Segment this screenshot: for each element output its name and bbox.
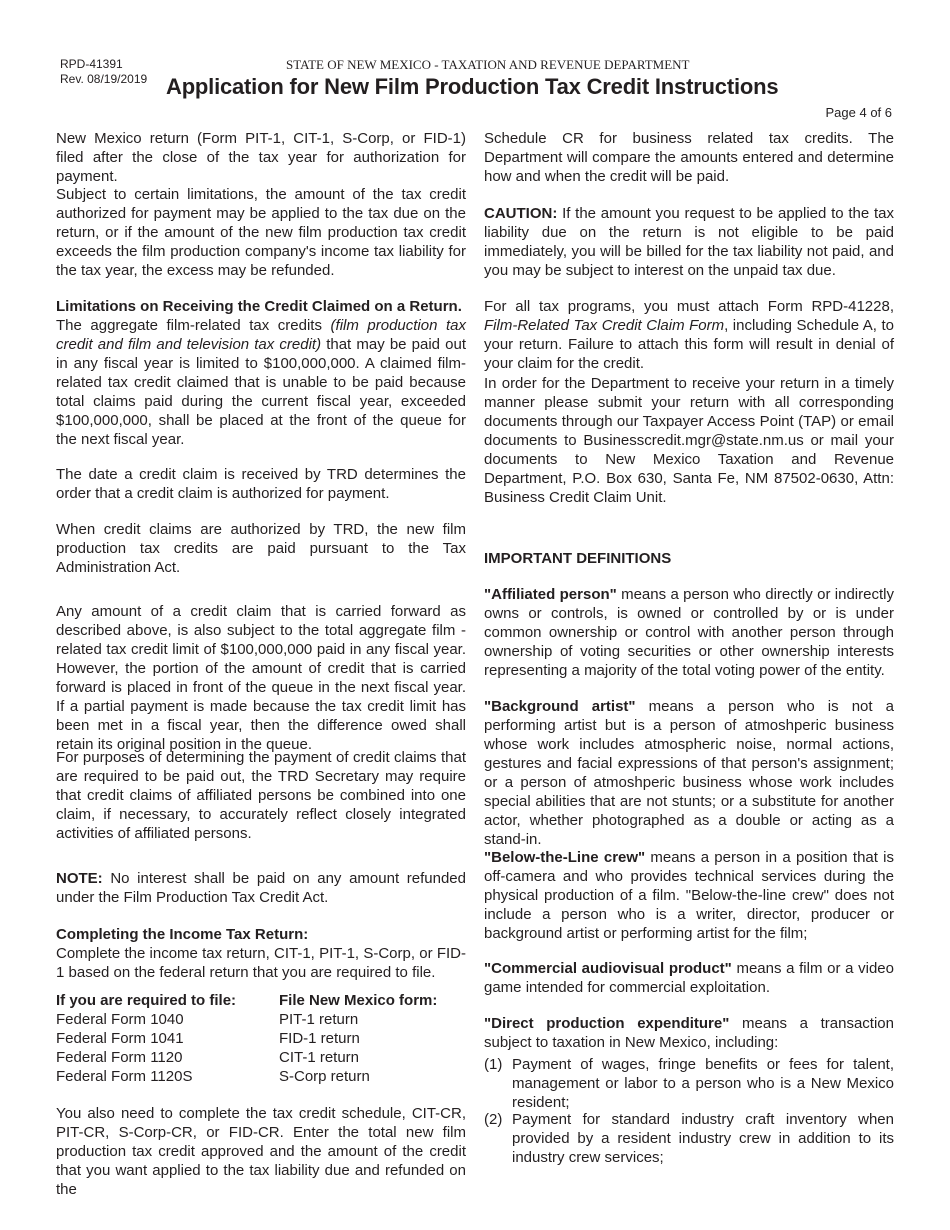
bold-text: Completing the Income Tax Return: <box>56 926 309 943</box>
list-item <box>484 1055 894 1112</box>
table-cell: Federal Form 1120 <box>56 1049 183 1066</box>
list-number: (2) <box>484 1111 503 1128</box>
left-paragraph <box>56 869 466 907</box>
paragraph-text: means a person who directly or indirectly owns or controls, is owned or controlled by or is under common ownership or control with another person through ownership of voting securities or other ownership interests representing a majority of the total voting power of the entity. <box>484 586 894 679</box>
left-paragraph <box>56 465 466 503</box>
bold-text: IMPORTANT DEFINITIONS <box>484 550 672 567</box>
paragraph-text: If the amount you request to be applied to the tax liability due on the return is not eligible to be paid immediately, you will be billed for the tax liability not paid, and you may be subject to interest on the unpaid tax due. <box>484 205 894 279</box>
right-paragraph <box>484 848 894 943</box>
bold-text: "Background artist" <box>484 698 636 715</box>
paragraph-text: Schedule CR for business related tax credits. The Department will compare the amounts entered and determine how and when the credit will be paid. <box>484 130 894 185</box>
italic-text: (film production tax credit and film and television tax credit) <box>56 317 467 353</box>
bold-text: "Commercial audiovisual product" <box>484 960 732 977</box>
paragraph-text: means a film or a video game intended for commercial exploitation. <box>484 960 894 996</box>
table-cell: CIT-1 return <box>279 1049 360 1066</box>
paragraph-text: means a transaction subject to taxation in New Mexico, including: <box>484 1015 894 1051</box>
paragraph-text: You also need to complete the tax credit schedule, CIT-CR, PIT-CR, S-Corp-CR, or FID-CR. Enter the total new film production tax credit approved and the amount of the credit that you want applied to the tax liability due and refunded on the <box>56 1105 466 1198</box>
paragraph-text: , including Schedule A, to your return. Failure to attach this form will result in denial of your claim for the credit. <box>484 317 894 372</box>
list-number: (1) <box>484 1056 503 1073</box>
right-paragraph <box>484 129 894 186</box>
header-cell: If you are required to file: <box>56 992 237 1009</box>
left-paragraph <box>56 925 466 982</box>
right-paragraph <box>484 697 894 849</box>
right-paragraph <box>484 585 894 680</box>
bold-text: "Affiliated person" <box>484 586 617 603</box>
table-cell: Federal Form 1041 <box>56 1030 184 1047</box>
paragraph-text: New Mexico return (Form PIT-1, CIT-1, S-Corp, or FID-1) filed after the close of the tax year for authorization for payment. <box>56 130 466 185</box>
form-number: RPD-41391 <box>60 57 123 71</box>
paragraph-text: The aggregate film-related tax credits <box>56 317 331 334</box>
italic-text: Film-Related Tax Credit Claim Form <box>484 317 725 334</box>
paragraph-text: For purposes of determining the payment of credit claims that are required to be paid out, the TRD Secretary may require that credit claims of affiliated persons be combined into one claim, if necessary, to accurately reflect closely integrated activities of affiliated persons. <box>56 749 466 842</box>
left-paragraph <box>56 185 466 280</box>
table-cell: FID-1 return <box>279 1030 360 1047</box>
bold-text: "Direct production expenditure" <box>484 1015 730 1032</box>
left-paragraph <box>56 602 466 754</box>
left-paragraph <box>56 520 466 577</box>
paragraph-text: means a person who is not a performing artist but is a person of atmoshperic business whose work includes atmospheric noise, normal actions, gestures and facial expressions of that person's assignment; or a person of atmoshperic business whose work includes special abilities that are not stunts; or a substitute for another actor, whether photographed as a double or acting as a stand-in. <box>484 698 894 848</box>
paragraph-text: When credit claims are authorized by TRD, the new film production tax credits are paid pursuant to the Tax Administration Act. <box>56 521 466 576</box>
list-text: Payment for standard industry craft inventory when provided by a resident industry crew in addition to its industry crew services; <box>512 1111 894 1166</box>
right-paragraph <box>484 1014 894 1052</box>
paragraph-text: For all tax programs, you must attach Form RPD-41228, <box>484 298 894 315</box>
right-paragraph <box>484 204 894 280</box>
paragraph-text: Any amount of a credit claim that is carried forward as described above, is also subject to the total aggregate film -related tax credit limit of $100,000,000 paid in any fiscal year. However, the portion of the amount of credit that is carried forward is placed in front of the queue in the next fiscal year. If a partial payment is made because the tax credit limit has been met in a fiscal year, then the difference owed shall retain its original position in the queue. <box>56 603 466 753</box>
paragraph-text: that may be paid out in any fiscal year is limited to $100,000,000. A claimed film-related tax credit claimed that is unable to be paid because total claims paid during the current fiscal year, exceeded $100,000,000, shall be placed at the front of the queue for the next fiscal year. <box>56 336 466 448</box>
table-row <box>56 1029 437 1048</box>
left-paragraph <box>56 1104 466 1199</box>
bold-text: CAUTION: <box>484 205 558 222</box>
form-table <box>56 991 437 1086</box>
agency-name: STATE OF NEW MEXICO - TAXATION AND REVENUE DEPARTMENT <box>286 57 690 72</box>
page-number: Page 4 of 6 <box>825 105 892 120</box>
paragraph-text: In order for the Department to receive your return in a timely manner please submit your return with all corresponding documents through our Taxpayer Access Point (TAP) or email documents to Businesscredit.mgr@state.nm.us or mail your documents to New Mexico Taxation and Revenue Department, P.O. Box 630, Santa Fe, NM 87502-0630, Attn: Business Credit Claim Unit. <box>484 375 894 506</box>
page-title: Application for New Film Production Tax Credit Instructions <box>166 74 779 99</box>
left-paragraph <box>56 129 466 186</box>
right-paragraph <box>484 374 894 507</box>
list-item <box>484 1110 894 1167</box>
left-paragraph <box>56 297 466 449</box>
paragraph-text: Subject to certain limitations, the amount of the tax credit authorized for payment may be applied to the tax due on the return, or if the amount of the new film production tax credit exceeds the film production company's income tax liability for the tax year, the excess may be refunded. <box>56 186 466 279</box>
table-row <box>56 1048 437 1067</box>
table-header <box>56 991 437 1010</box>
list-text: Payment of wages, fringe benefits or fees for talent, management or labor to a person who is a New Mexico resident; <box>512 1056 894 1111</box>
right-paragraph <box>484 959 894 997</box>
table-cell: Federal Form 1040 <box>56 1011 184 1028</box>
revision-date: Rev. 08/19/2019 <box>60 72 148 86</box>
bold-text: Limitations on Receiving the Credit Claimed on a Return. <box>56 298 462 315</box>
paragraph-text: means a person in a position that is off-camera and who provides technical services during the physical production of a film. "Below-the-line crew" does not include a person who is a writer, director, producer or background artist or performing artist for the film; <box>484 849 895 942</box>
bold-text: NOTE: <box>56 870 103 887</box>
table-cell: S-Corp return <box>279 1068 370 1085</box>
paragraph-text: The date a credit claim is received by TRD determines the order that a credit claim is authorized for payment. <box>56 466 466 502</box>
table-cell: Federal Form 1120S <box>56 1068 193 1085</box>
left-paragraph <box>56 748 466 843</box>
header-cell: File New Mexico form: <box>279 992 438 1009</box>
table-cell: PIT-1 return <box>279 1011 359 1028</box>
table-row <box>56 1010 437 1029</box>
right-paragraph <box>484 549 894 568</box>
bold-text: "Below-the-Line crew" <box>484 849 646 866</box>
table-row <box>56 1067 437 1086</box>
paragraph-text: No interest shall be paid on any amount refunded under the Film Production Tax Credit Act. <box>56 870 466 906</box>
right-paragraph <box>484 297 894 373</box>
paragraph-text: Complete the income tax return, CIT-1, PIT-1, S-Corp, or FID-1 based on the federal return that you are required to file. <box>56 945 466 981</box>
